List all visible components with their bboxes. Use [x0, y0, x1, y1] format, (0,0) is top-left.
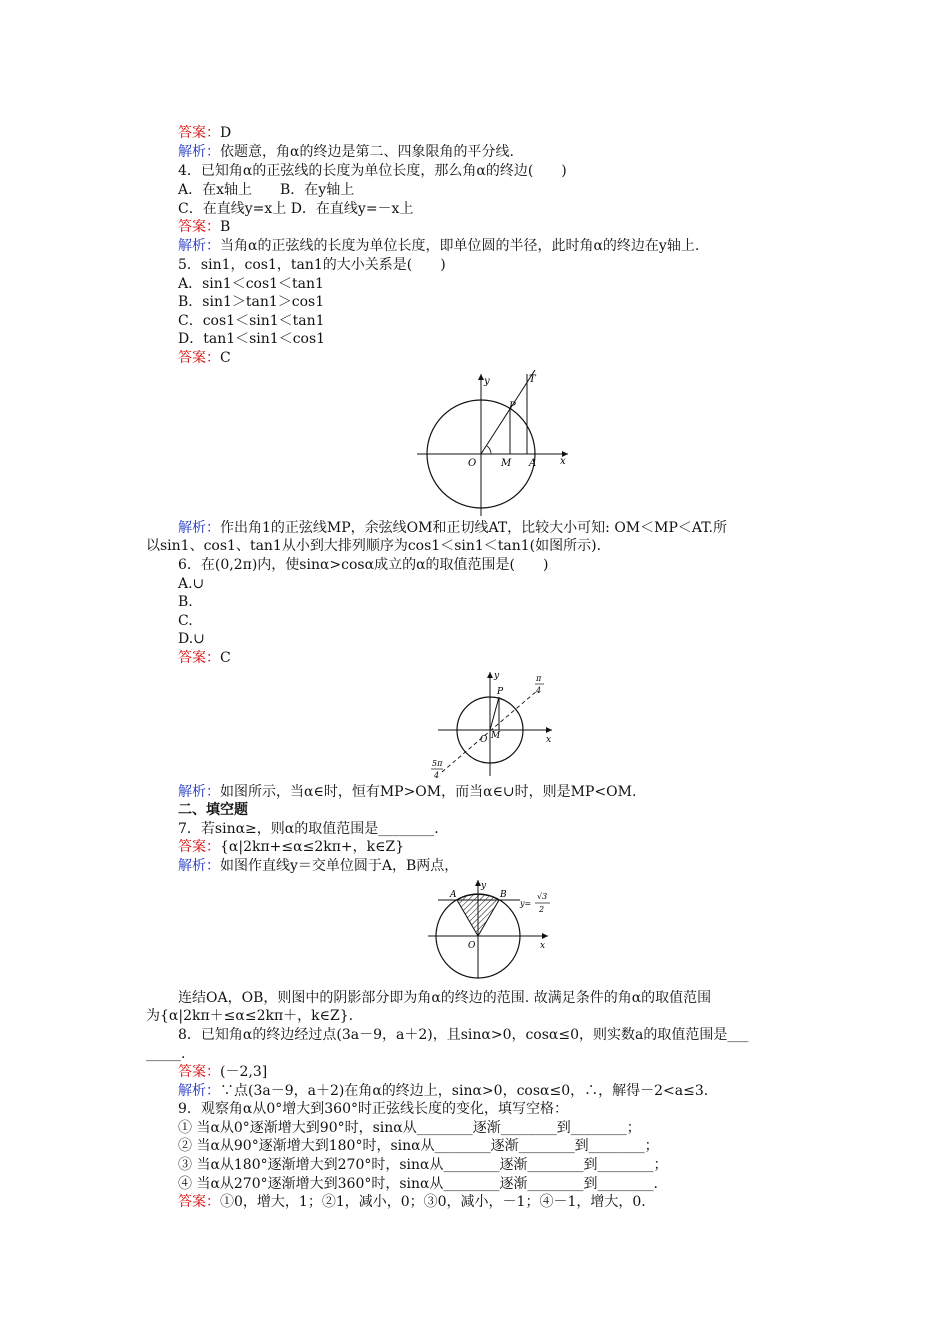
q6-option-b: B.	[178, 594, 193, 610]
answer-text: ①0，增大，1；②1，减小，0；③0，减小，－1；④－1，增大，0.	[220, 1194, 646, 1210]
fig2-5pi-num: 5π	[432, 759, 443, 768]
answer-text: B	[220, 219, 231, 235]
fig2-pi-den: 4	[536, 686, 542, 695]
fig3-sqrt3: √3	[537, 892, 548, 901]
q5-answer	[178, 349, 231, 367]
q5-option-c: C．cos1＜sin1＜tan1	[178, 313, 325, 329]
analysis-text: 当角α的正弦线的长度为单位长度，即单位圆的半径，此时角α的终边在y轴上.	[220, 238, 700, 254]
q7-stem: 7．若sinα≥，则α的取值范围是________.	[178, 821, 439, 837]
q6-option-d: D.∪	[178, 631, 205, 647]
fig3-o-label: O	[468, 941, 476, 951]
q5-stem: 5．sin1，cos1，tan1的大小关系是( )	[178, 257, 446, 273]
q5-option-d: D．tan1＜sin1＜cos1	[178, 331, 326, 347]
fig3-den: 2	[539, 905, 545, 914]
q8-answer	[178, 1063, 267, 1081]
answer-label: 答案：	[178, 839, 220, 855]
fig2-x-label: x	[546, 735, 552, 745]
q5-analysis-line2: 以sin1、cos1、tan1从小到大排列顺序为cos1＜sin1＜tan1(如图所示).	[146, 538, 602, 554]
q5-option-a: A．sin1＜cos1＜tan1	[178, 276, 324, 292]
q9-stem: 9．观察角α从0°增大到360°时正弦线长度的变化，填写空格：	[178, 1101, 568, 1117]
fig3-eq-label: y=	[520, 899, 532, 908]
q7-analysis-line2: 连结OA，OB，则图中的阴影部分即为角α的终边的范围. 故满足条件的角α的取值范围	[178, 990, 712, 1006]
fig3-b-label: B	[500, 890, 507, 900]
q4-options-ab: A．在x轴上 B．在y轴上	[178, 182, 355, 198]
answer-label: 答案：	[178, 350, 220, 366]
q8-stem-line1: 8．已知角α的终边经过点(3a－9，a＋2)，且sinα>0，cosα≤0，则实数a的取值范围是___	[178, 1027, 749, 1043]
q6-option-c: C.	[178, 613, 193, 629]
q4-options-cd: C．在直线y=x上 D．在直线y=－x上	[178, 201, 414, 217]
analysis-line	[178, 143, 514, 161]
answer-text: (－2,3]	[220, 1064, 268, 1080]
fig1-p-label: P	[509, 401, 516, 412]
fig2-pi-num: π	[536, 674, 542, 683]
figure-unit-circle-quarter-pi	[428, 668, 558, 780]
q4-answer	[178, 218, 230, 236]
q6-option-a: A.∪	[178, 576, 205, 592]
fig1-a-label: A	[529, 458, 537, 469]
q9-item-4: ④ 当α从270°逐渐增大到360°时，sinα从________逐渐________到________.	[178, 1176, 658, 1192]
fig3-y-label: y	[481, 881, 487, 891]
fig2-5pi-den: 4	[434, 771, 440, 780]
fig3-a-label: A	[450, 890, 457, 900]
q9-item-1: ① 当α从0°逐渐增大到90°时，sinα从________逐渐________到________；	[178, 1120, 641, 1136]
answer-label: 答案：	[178, 219, 220, 235]
fig2-y-label: y	[494, 671, 500, 681]
q6-stem: 6．在(0,2π)内，使sinα>cosα成立的α的取值范围是( )	[178, 557, 549, 573]
analysis-text: 如图所示，当α∈时，恒有MP>OM，而当α∈∪时，则是MP<OM.	[220, 784, 637, 800]
answer-text: {α|2kπ+≤α≤2kπ+，k∈Z}	[220, 839, 405, 855]
q9-answer	[178, 1193, 646, 1211]
answer-label: 答案：	[178, 125, 220, 141]
q9-item-2: ② 当α从90°逐渐增大到180°时，sinα从________逐渐________到________；	[178, 1138, 659, 1154]
q7-analysis-line3: 为{α|2kπ＋≤α≤2kπ＋，k∈Z}.	[146, 1008, 354, 1024]
answer-line	[178, 124, 231, 142]
analysis-label: 解析：	[178, 858, 220, 874]
analysis-text: 依题意，角α的终边是第二、四象限角的平分线.	[220, 144, 514, 160]
analysis-text: ∵点(3a－9，a＋2)在角α的终边上，sinα>0，cosα≤0，∴，解得－2<a≤3.	[220, 1083, 709, 1099]
q4-analysis	[178, 237, 699, 255]
analysis-text: 作出角1的正弦线MP，余弦线OM和正切线AT，比较大小可知: OM＜MP＜AT.所	[220, 520, 727, 536]
figure-unit-circle-shaded-sector	[424, 876, 564, 980]
section-heading: 二、填空题	[178, 802, 248, 818]
q8-stem-line2: _____.	[146, 1046, 186, 1062]
q4-stem: 4．已知角α的正弦线的长度为单位长度，那么角α的终边( )	[178, 163, 567, 179]
answer-text: C	[220, 350, 231, 366]
fig1-y-label: y	[484, 376, 490, 387]
analysis-label: 解析：	[178, 144, 220, 160]
answer-label: 答案：	[178, 1064, 220, 1080]
fig2-p-label: P	[497, 687, 504, 697]
q6-answer	[178, 649, 231, 667]
figure-unit-circle-trig-lines	[412, 370, 572, 518]
q7-answer	[178, 838, 404, 856]
fig3-x-label: x	[540, 941, 546, 951]
analysis-label: 解析：	[178, 1083, 220, 1099]
fig2-m-label: M	[491, 731, 501, 741]
q5-analysis-line1	[178, 519, 727, 537]
analysis-label: 解析：	[178, 520, 220, 536]
analysis-label: 解析：	[178, 238, 220, 254]
answer-text: D	[220, 125, 232, 141]
q8-analysis	[178, 1082, 708, 1100]
fig1-t-label: T	[529, 374, 536, 385]
fig2-o-label: O	[480, 735, 488, 745]
q5-option-b: B．sin1＞tan1＞cos1	[178, 294, 325, 310]
answer-label: 答案：	[178, 650, 220, 666]
q9-item-3: ③ 当α从180°逐渐增大到270°时，sinα从________逐渐________到________；	[178, 1157, 668, 1173]
q7-analysis	[178, 857, 458, 875]
analysis-label: 解析：	[178, 784, 220, 800]
answer-label: 答案：	[178, 1194, 220, 1210]
fig1-m-label: M	[501, 458, 512, 469]
q6-analysis	[178, 783, 636, 801]
answer-text: C	[220, 650, 231, 666]
fig1-o-label: O	[468, 458, 477, 469]
analysis-text: 如图作直线y＝交单位圆于A，B两点，	[220, 858, 459, 874]
fig1-x-label: x	[560, 456, 566, 467]
